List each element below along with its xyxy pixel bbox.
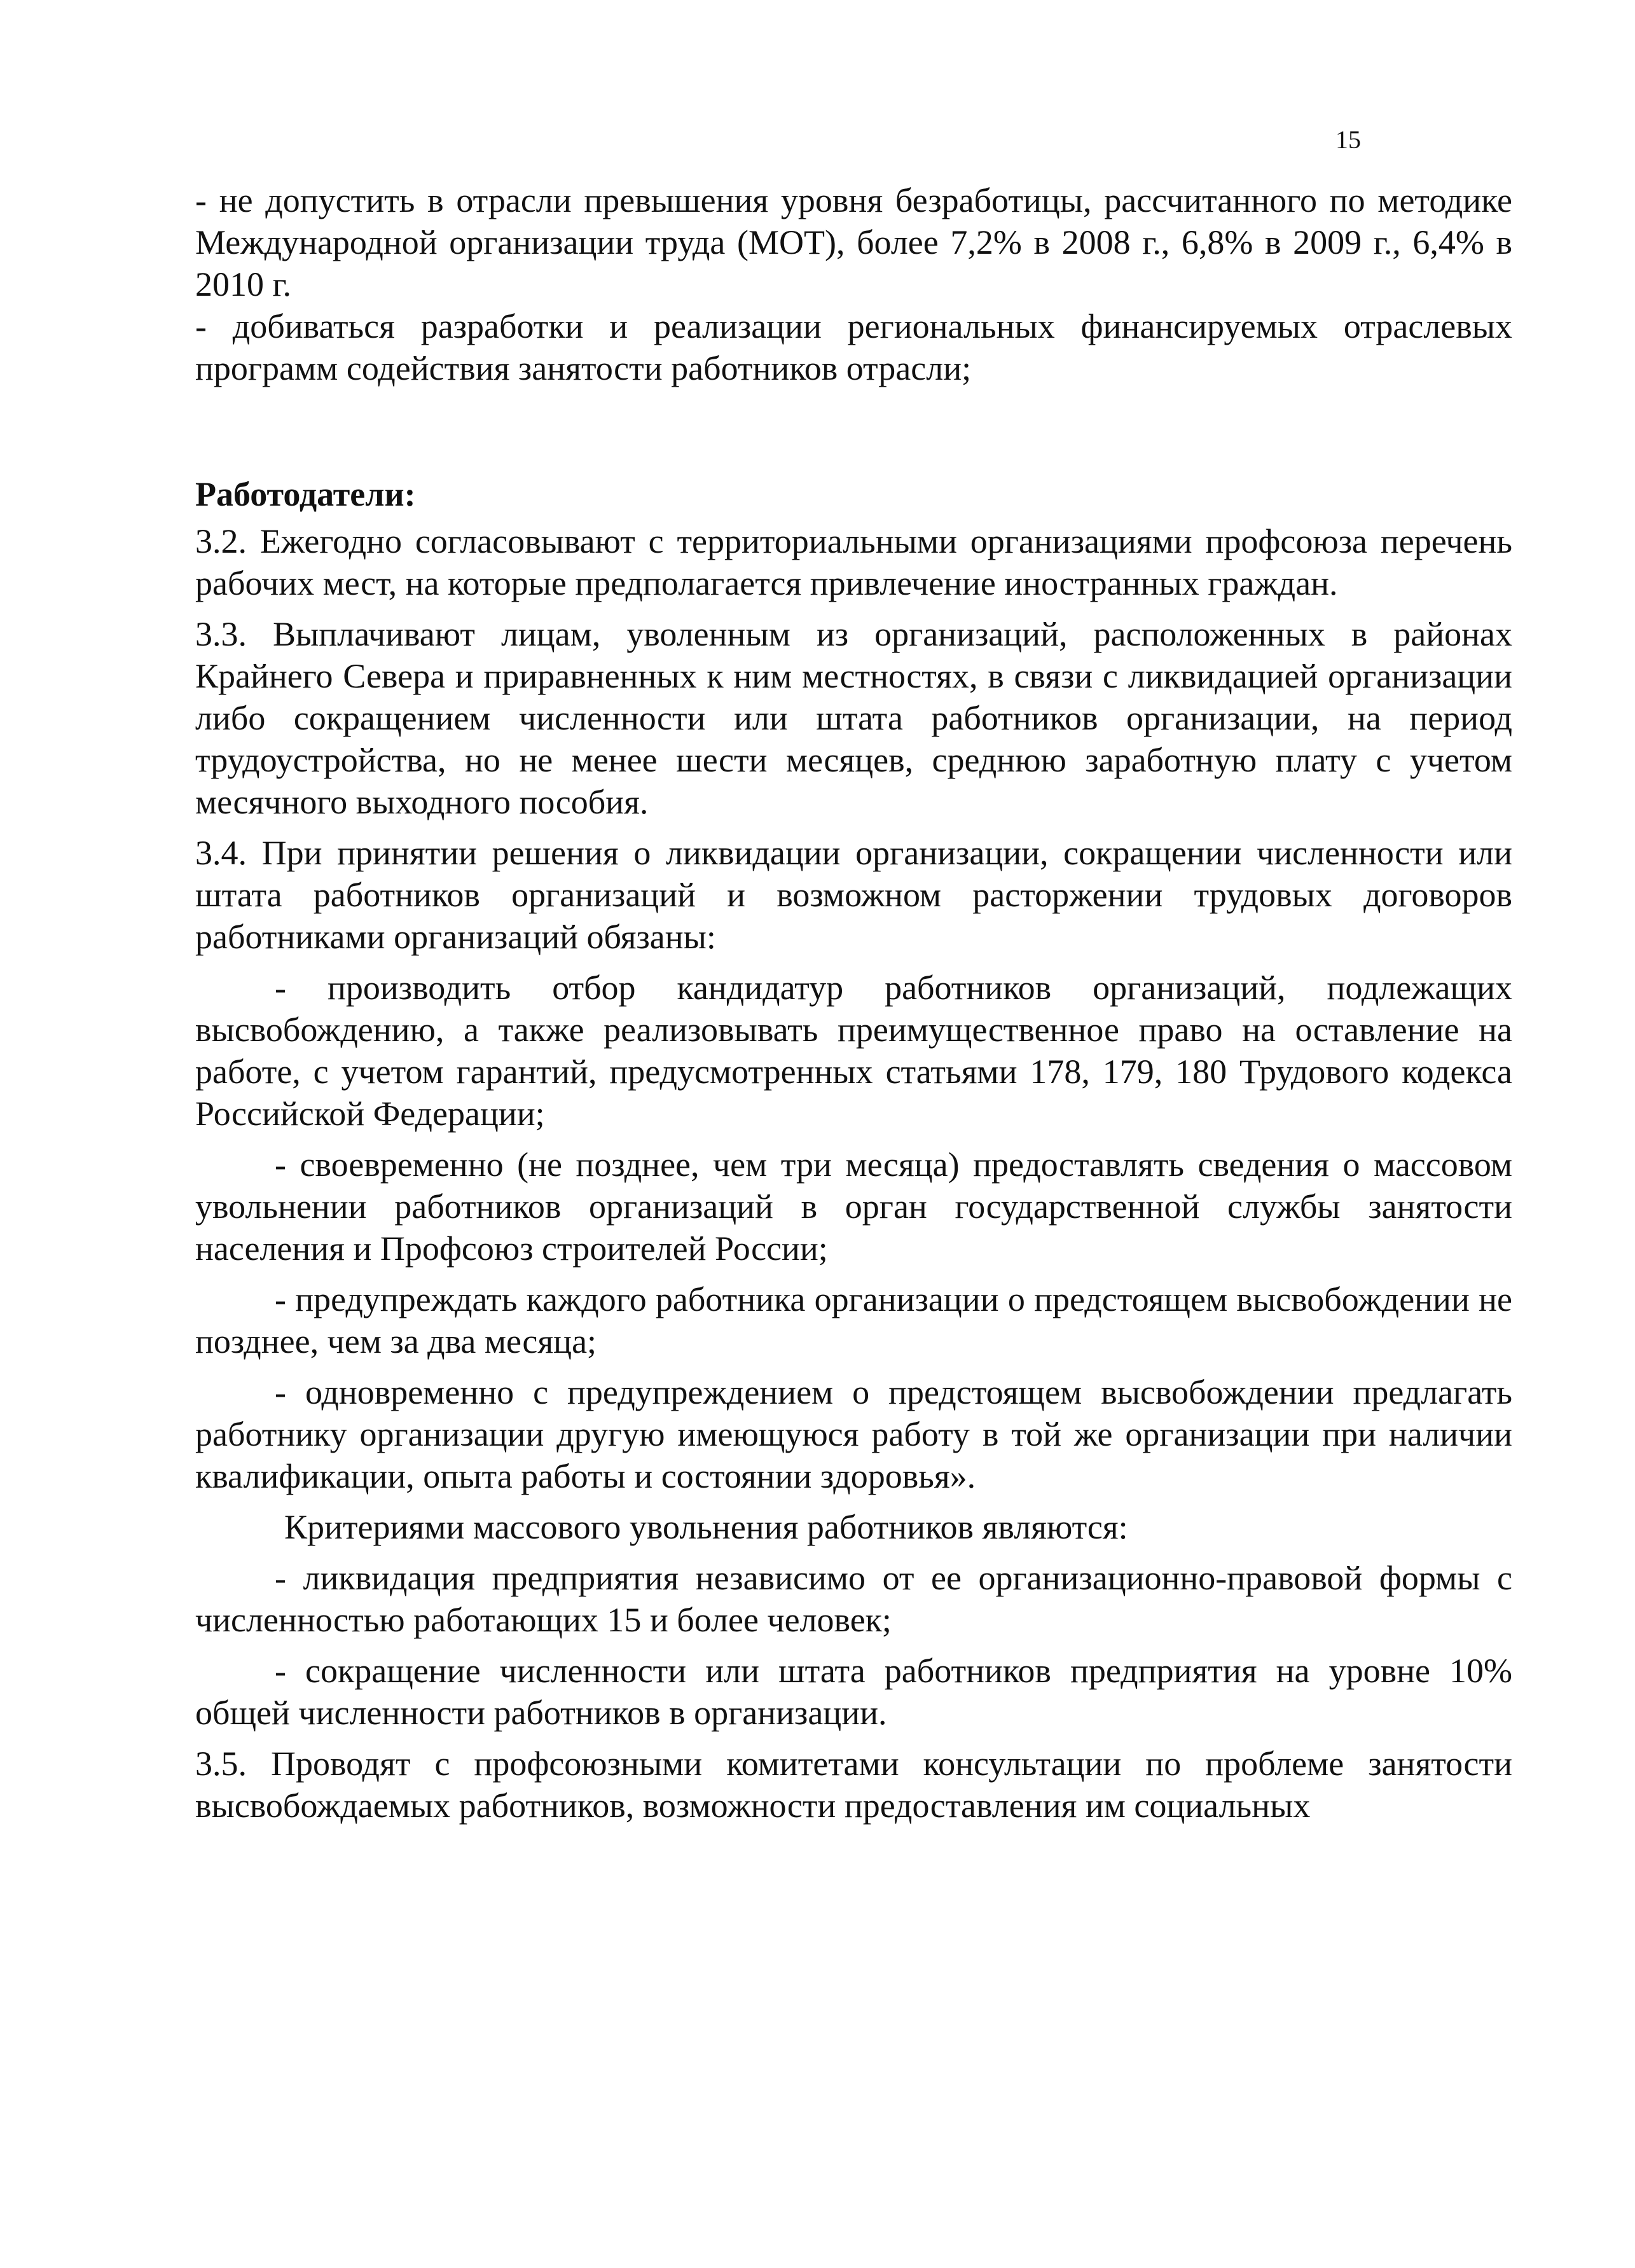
paragraph-3-3: 3.3. Выплачивают лицам, уволенным из организаций, расположенных в районах Крайнего Севера и приравненных к ним местностях, в связи с ликвидацией организации либо сокращением численности или штата работников организации, на период трудоустройства, но не менее шести месяцев, среднюю заработную плату с учетом месячного выходного пособия. bbox=[195, 615, 1512, 821]
section-heading-employers: Работодатели: bbox=[195, 475, 416, 513]
list-item-liquidation: - ликвидация предприятия независимо от ее организационно-правовой формы с численностью работающих 15 и более человек; bbox=[195, 1559, 1512, 1639]
paragraph-regional-programs: - добиваться разработки и реализации региональных финансируемых отраслевых программ содействия занятости работников отрасли; bbox=[195, 307, 1512, 387]
paragraph-3-2: 3.2. Ежегодно согласовывают с территориальными организациями профсоюза перечень рабочих мест, на которые предполагается привлечение иностранных граждан. bbox=[195, 522, 1512, 602]
list-item-warn-employee: - предупреждать каждого работника организации о предстоящем высвобождении не позднее, чем за два месяца; bbox=[195, 1280, 1512, 1360]
list-item-offer-other-work: - одновременно с предупреждением о предстоящем высвобождении предлагать работнику организации другую имеющуюся работу в той же организации при наличии квалификации, опыта работы и состоянии здоровья». bbox=[195, 1373, 1512, 1495]
list-item-mass-layoff-notice: - своевременно (не позднее, чем три месяца) предоставлять сведения о массовом увольнении работников организаций в орган государственной службы занятости населения и Профсоюз строителей России; bbox=[195, 1145, 1512, 1268]
document-body bbox=[195, 179, 1512, 1827]
list-item-reduction: - сокращение численности или штата работников предприятия на уровне 10% общей численности работников в организации. bbox=[195, 1652, 1512, 1732]
paragraph-criteria: Критериями массового увольнения работников являются: bbox=[284, 1508, 1128, 1546]
list-item-candidate-selection: - производить отбор кандидатур работников организаций, подлежащих высвобождению, а также реализовывать преимущественное право на оставление на работе, с учетом гарантий, предусмотренных статьями 178, 179, 180 Трудового кодекса Российской Федерации; bbox=[195, 969, 1512, 1133]
paragraph-3-5: 3.5. Проводят с профсоюзными комитетами консультации по проблеме занятости высвобождаемых работников, возможности предоставления им социальных bbox=[195, 1745, 1512, 1825]
paragraph-unemployment-limit: - не допустить в отрасли превышения уровня безработицы, рассчитанного по методике Международной организации труда (МОТ), более 7,2% в 2008 г., 6,8% в 2009 г., 6,4% в 2010 г. bbox=[195, 181, 1512, 303]
paragraph-3-4: 3.4. При принятии решения о ликвидации организации, сокращении численности или штата работников организаций и возможном расторжении трудовых договоров работниками организаций обязаны: bbox=[195, 834, 1512, 956]
page-number: 15 bbox=[1335, 125, 1361, 154]
